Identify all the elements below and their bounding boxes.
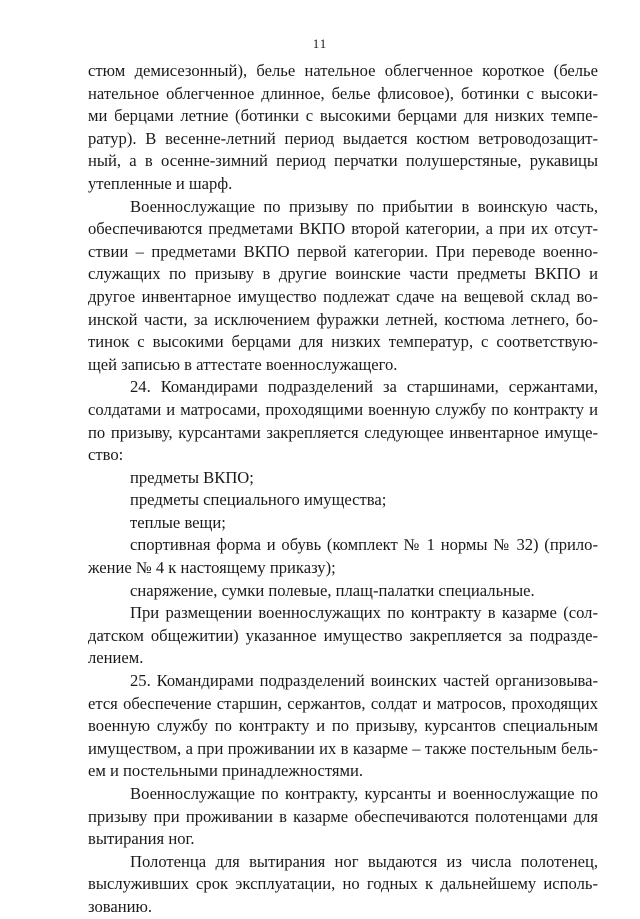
text-line: ми берцами летние (ботинки с высокими берцами для низких темпе- <box>88 106 598 126</box>
page-number: 11 <box>312 36 328 51</box>
text-line: предметы ВКПО; <box>130 467 254 487</box>
text-line: жение № 4 к настоящему приказу); <box>88 558 336 578</box>
text-line: ствии – предметами ВКПО первой категории. При переводе военно- <box>88 241 598 261</box>
text-line: обеспечиваются предметами ВКПО второй категории, а при их отсут- <box>88 219 598 239</box>
text-line: ется обеспечение старшин, сержантов, солдат и матросов, проходящих <box>88 693 598 713</box>
text-line: тинок с высокими берцами для низких температур, с соответствую- <box>88 332 598 352</box>
text-line: инской части, за исключением фуражки летней, костюма летнего, бо- <box>88 309 598 329</box>
text-line: призыву при проживании в казарме обеспечиваются полотенцами для <box>88 806 598 826</box>
text-line: утепленные и шарф. <box>88 173 233 193</box>
document-body <box>88 60 598 919</box>
text-line: зованию. <box>88 896 153 916</box>
text-line: предметы специального имущества; <box>130 490 387 510</box>
text-line: нательное облегченное длинное, белье флисовое), ботинки с высоки- <box>88 83 598 103</box>
text-line: снаряжение, сумки полевые, плащ-палатки специальные. <box>130 580 535 600</box>
text-line: выслуживших срок эксплуатации, но годных к дальнейшему исполь- <box>88 874 598 894</box>
text-line: военную службу по контракту и по призыву, курсантов специальным <box>88 716 598 736</box>
text-line: служащих по призыву в другие воинские части предметы ВКПО и <box>88 264 598 284</box>
text-line: теплые вещи; <box>130 512 226 532</box>
text-line: солдатами и матросами, проходящими военную службу по контракту и <box>88 399 598 419</box>
text-line: Военнослужащие по призыву по прибытии в воинскую часть, <box>130 196 598 216</box>
text-line: ратур). В весенне-летний период выдается костюм ветроводозащит- <box>88 128 598 148</box>
text-line: ем и постельными принадлежностями. <box>88 761 364 781</box>
text-line: датском общежитии) указанное имущество закрепляется за подразде- <box>88 625 598 645</box>
text-line: При размещении военнослужащих по контракту в казарме (сол- <box>130 603 598 623</box>
text-line: Полотенца для вытирания ног выдаются из числа полотенец, <box>130 851 598 871</box>
text-line: ство: <box>88 445 124 465</box>
text-line: 25. Командирами подразделений воинских частей организовыва- <box>130 671 598 691</box>
text-line: спортивная форма и обувь (комплект № 1 нормы № 32) (прило- <box>130 535 598 555</box>
text-line: щей записью в аттестате военнослужащего. <box>88 354 398 374</box>
text-line: по призыву, курсантами закрепляется следующее инвентарное имуще- <box>88 422 598 442</box>
text-line: стюм демисезонный), белье нательное облегченное короткое (белье <box>88 61 598 80</box>
text-line: 24. Командирами подразделений за старшинами, сержантами, <box>130 377 598 397</box>
text-line: другое инвентарное имущество подлежат сдаче на вещевой склад во- <box>88 286 598 306</box>
text-line: ный, а в осенне-зимний период перчатки полушерстяные, рукавицы <box>88 151 598 171</box>
text-line: лением. <box>88 648 144 668</box>
text-line: имуществом, а при проживании их в казарме – также постельным бель- <box>88 738 598 758</box>
text-line: вытирания ног. <box>88 829 195 849</box>
text-line: Военнослужащие по контракту, курсанты и военнослужащие по <box>130 784 598 803</box>
